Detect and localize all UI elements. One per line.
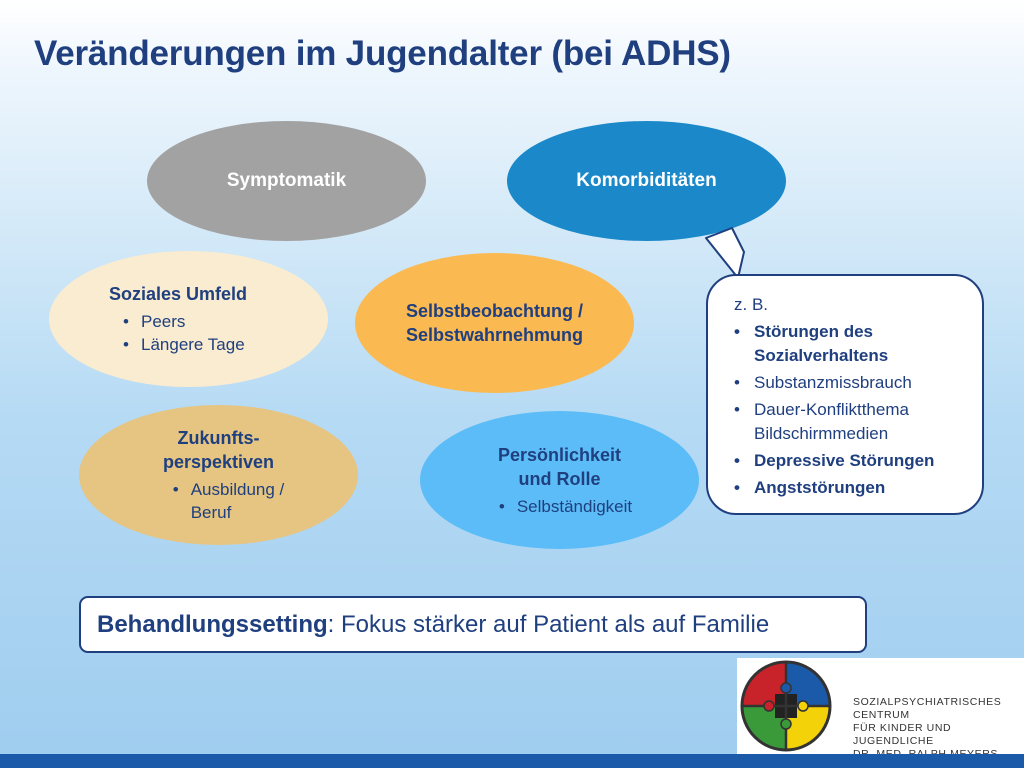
symptomatik-label: Symptomatik [226, 170, 347, 191]
list-item: • Substanzmissbrauch [734, 371, 970, 395]
logo [737, 658, 1024, 754]
setting-bold-text: Behandlungssetting [97, 610, 328, 638]
zukunft-heading-line2: perspektiven [162, 452, 275, 472]
ellipse-soziales-umfeld [49, 251, 328, 387]
setting-rest-text: : Fokus stärker auf Patient als auf Familie [327, 610, 770, 638]
callout-list [734, 320, 970, 500]
puzzle-logo-icon [739, 658, 833, 754]
komorbiditaeten-callout [706, 274, 984, 515]
logo-text [853, 696, 1024, 761]
ellipse-symptomatik [147, 121, 426, 241]
zukunft-list [171, 478, 285, 524]
persoenlichkeit-heading-line1: Persönlichkeit [497, 444, 622, 465]
selbstbeobachtung-line1: Selbstbeobachtung / [405, 301, 583, 321]
callout-pointer [704, 226, 748, 278]
bottom-bar [0, 754, 1024, 768]
behandlungssetting-box [79, 596, 867, 653]
logo-line1: SOZIALPSYCHIATRISCHES CENTRUM [853, 696, 1002, 721]
list-item: • Störungen des Sozialverhaltens [734, 320, 970, 368]
list-item: • Ausbildung / Beruf [171, 478, 285, 524]
list-item: • Angststörungen [734, 476, 970, 500]
selbstbeobachtung-line2: Selbstwahrnehmung [405, 325, 584, 345]
list-item: • Depressive Störungen [734, 449, 970, 473]
list-item: • Dauer-Konfliktthema Bildschirmmedien [734, 398, 970, 446]
komorbiditaeten-label: Komorbiditäten [576, 170, 717, 191]
slide-title: Veränderungen im Jugendalter (bei ADHS) [34, 34, 731, 73]
ellipse-komorbiditaeten [507, 121, 786, 241]
list-item: • Peers [121, 310, 245, 333]
persoenlichkeit-heading-line2: und Rolle [518, 468, 601, 489]
ellipse-selbstbeobachtung [355, 253, 634, 393]
persoenlichkeit-list [497, 495, 632, 518]
list-item: • Längere Tage [121, 333, 245, 356]
soziales-umfeld-heading: Soziales Umfeld [109, 284, 248, 304]
logo-line2: FÜR KINDER UND JUGENDLICHE [853, 722, 952, 747]
zukunft-heading-line1: Zukunfts- [177, 428, 260, 448]
soziales-umfeld-list [121, 310, 245, 356]
list-item: • Selbständigkeit [497, 495, 632, 518]
ellipse-zukunftsperspektiven [79, 405, 358, 545]
ellipse-persoenlichkeit [420, 411, 699, 549]
callout-intro: z. B. [734, 295, 769, 314]
